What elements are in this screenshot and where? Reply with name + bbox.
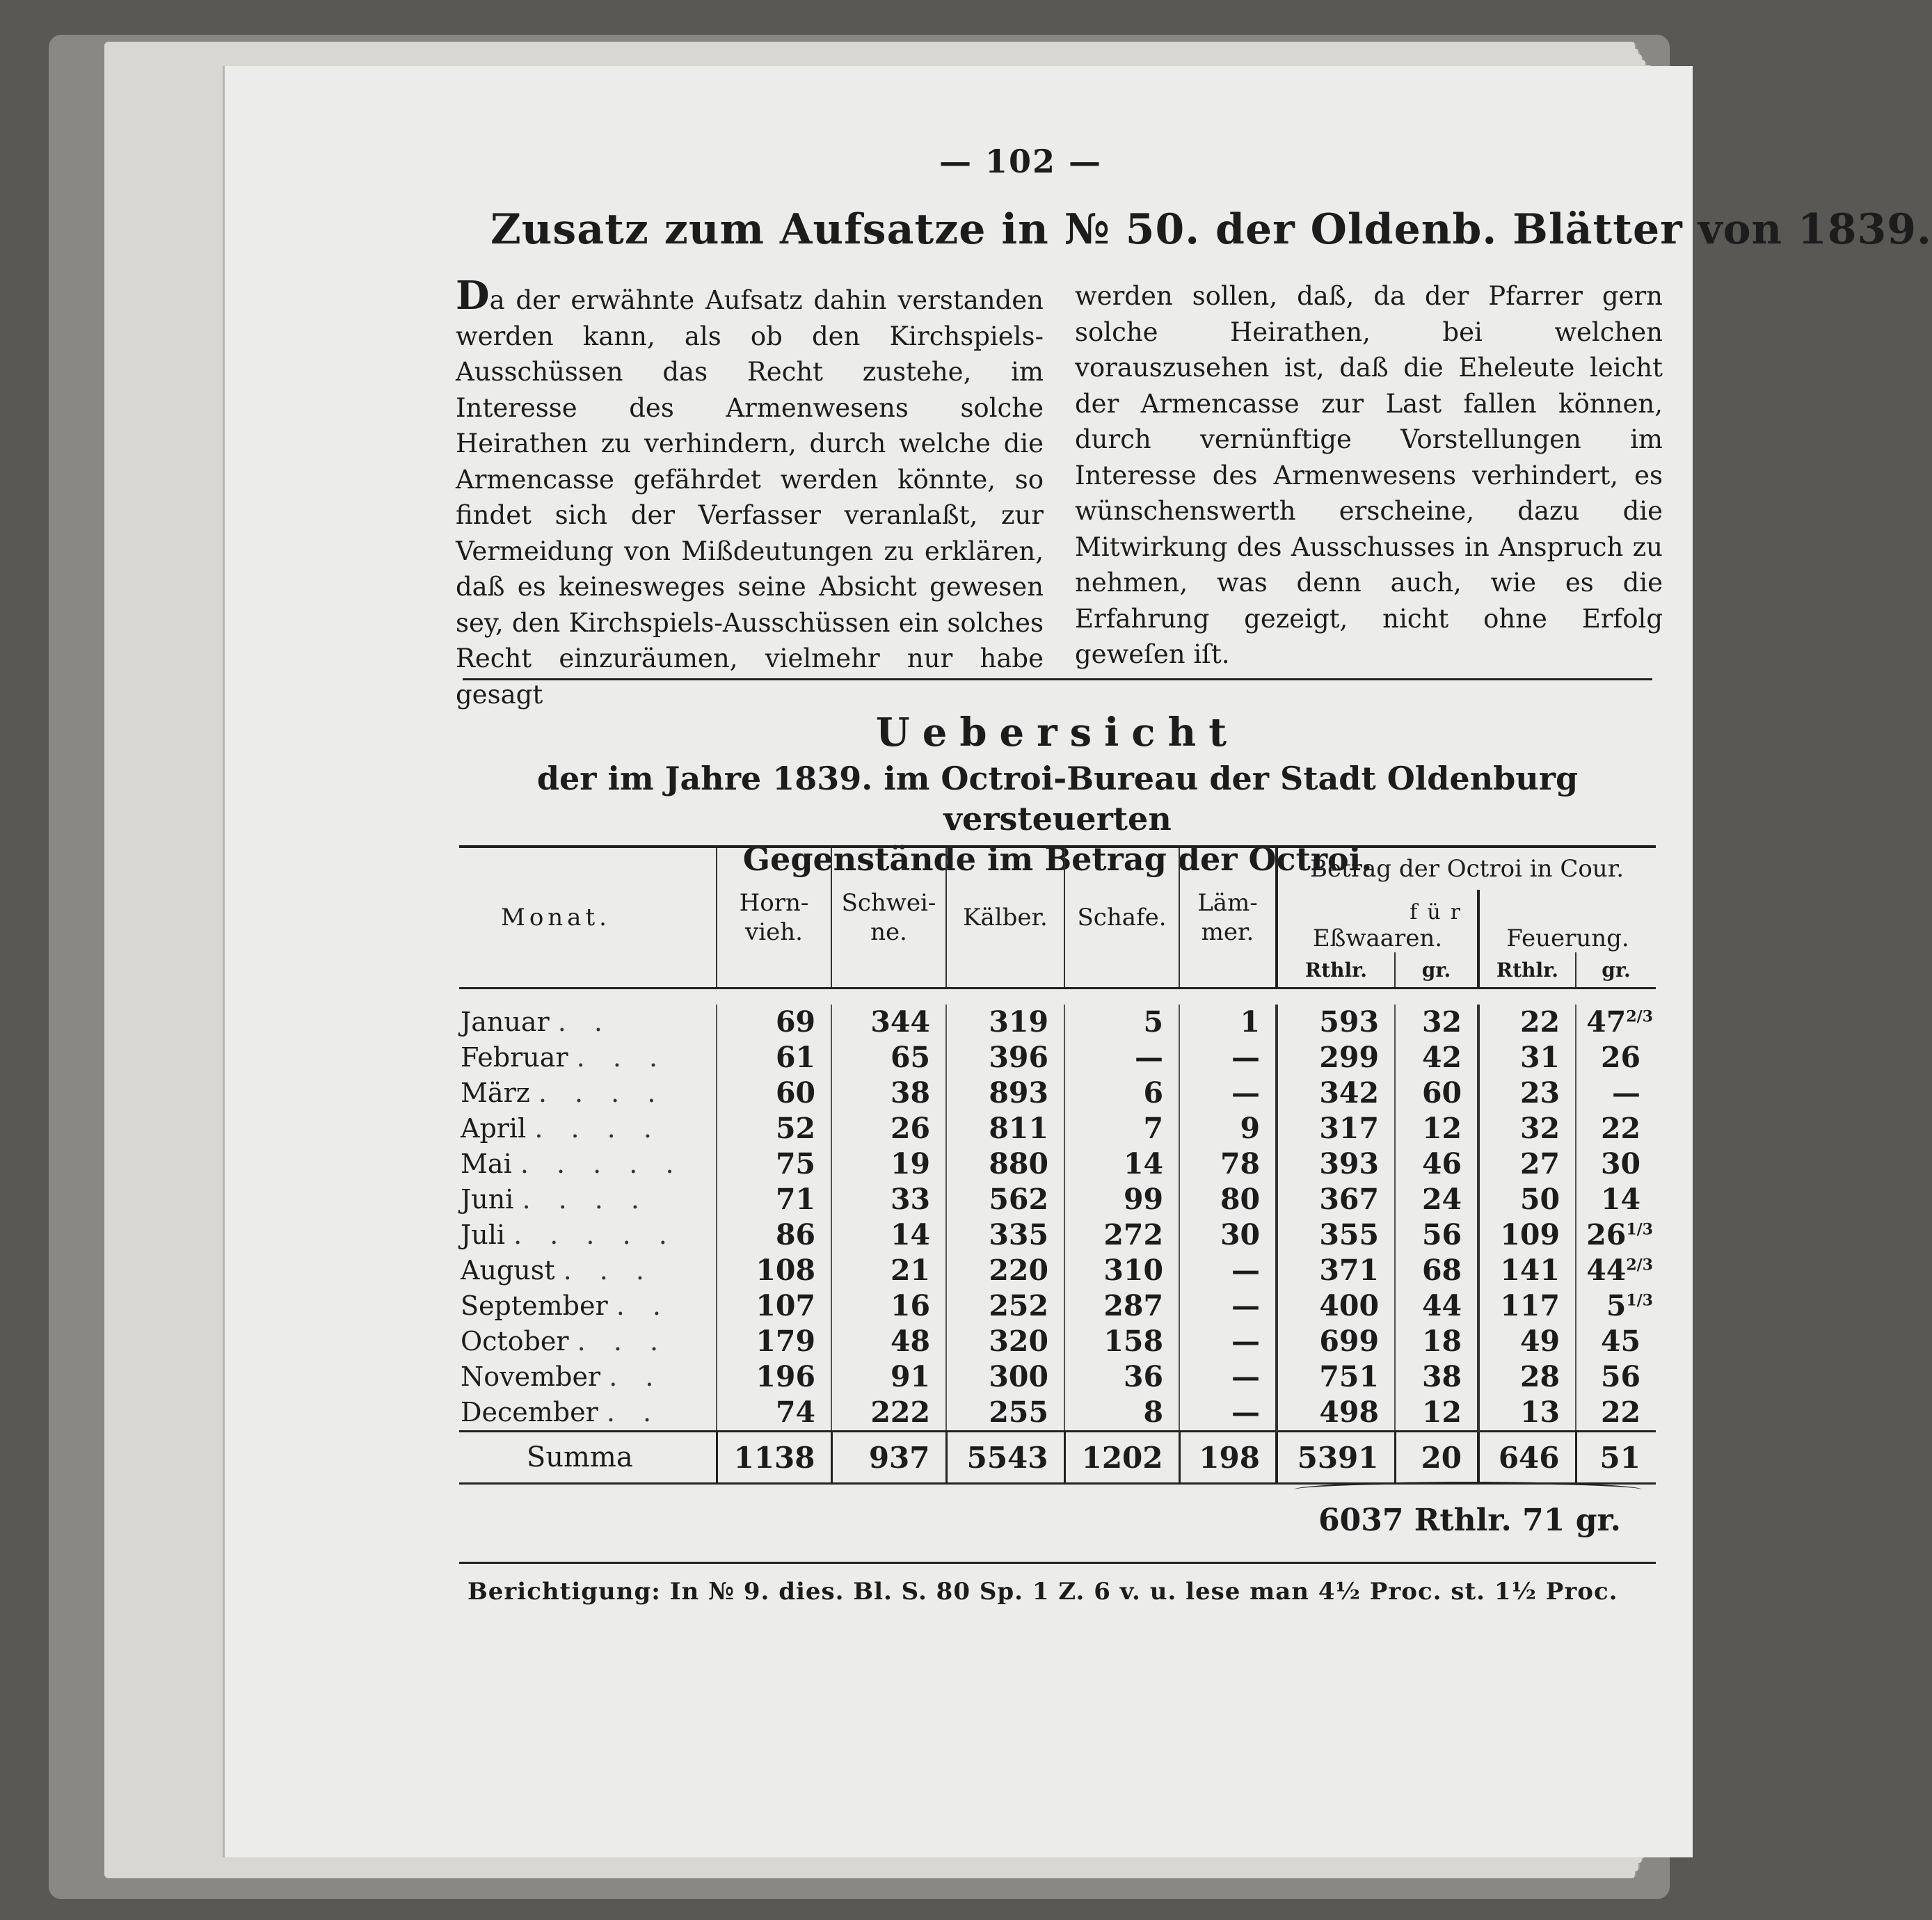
month-cell bbox=[459, 1182, 717, 1217]
article-column-right bbox=[1075, 278, 1663, 673]
cell-schw: 222 bbox=[831, 1395, 946, 1432]
page-number: — 102 — bbox=[939, 143, 1103, 180]
cell-e_rt: 355 bbox=[1277, 1217, 1395, 1253]
article-text-left: a der erwähnte Aufsatz dahin verstanden werden kann, als ob den Kirchspiels-Ausschüssen das Recht zustehe, im Interesse des Armenwesens solche Heirathen zu verhindern, durch welche die Armencasse gefährdet werden könnte, so findet sich der Verfasser veranlaßt, zur Vermeidung von Mißdeutungen zu erklären, daß es keinesweges seine Absicht gewesen sey, den Kirchspiels-Ausschüssen ein solches Recht einzuräumen, vielmehr nur habe gesagt bbox=[456, 285, 1044, 710]
cell-schw: 344 bbox=[831, 1005, 946, 1040]
table-row bbox=[459, 1253, 1656, 1288]
month-name: Januar bbox=[461, 1007, 550, 1037]
header-hornvieh: Horn- vieh. bbox=[717, 847, 831, 989]
table-row bbox=[459, 1217, 1656, 1253]
cell-value: 22 bbox=[1600, 1395, 1640, 1429]
cell-e_rt: 699 bbox=[1277, 1324, 1395, 1359]
cell-f_gr bbox=[1576, 1111, 1656, 1146]
cell-f_gr bbox=[1576, 1288, 1656, 1324]
month-cell bbox=[459, 1040, 717, 1075]
cell-f_gr bbox=[1576, 1217, 1656, 1253]
cell-f_rt: 32 bbox=[1478, 1111, 1576, 1146]
cell-horn: 196 bbox=[717, 1359, 831, 1395]
cell-lamm: 9 bbox=[1179, 1111, 1277, 1146]
cell-f_gr bbox=[1576, 1005, 1656, 1040]
leader-dots: . . . . . bbox=[513, 1219, 677, 1250]
month-cell bbox=[459, 1288, 717, 1324]
cell-e_gr: 18 bbox=[1395, 1324, 1478, 1359]
cell-value: 26 bbox=[1600, 1041, 1640, 1074]
leader-dots: . . . . . bbox=[520, 1149, 684, 1179]
cell-f_rt: 23 bbox=[1478, 1075, 1576, 1111]
summa-hornvieh: 1138 bbox=[717, 1432, 831, 1484]
month-name: August bbox=[461, 1255, 555, 1286]
summa-label: Summa bbox=[459, 1432, 717, 1484]
overview-subtitle-line: Gegenstände im Betrag der Octroi. bbox=[742, 840, 1373, 878]
header-feuerung-label: Feuerung. bbox=[1506, 925, 1629, 952]
table-row bbox=[459, 1075, 1656, 1111]
cell-horn: 74 bbox=[717, 1395, 831, 1432]
article-text-right: werden sollen, daß, da der Pfarrer gern solche Heirathen, bei welchen vorauszusehen ist, daß die Eheleute leicht der Armencasse zur Last fallen können, durch vernünftige Vorstellungen im Interesse des Armenwesens verhindert, es wünschenswerth erscheine, dazu die Mitwirkung des Ausschusses in Anspruch zu nehmen, was denn auch, wie es die Erfahrung gezeigt, nicht ohne Erfolg geweſen iſt. bbox=[1075, 281, 1663, 669]
month-name: April bbox=[461, 1113, 527, 1144]
header-schafe: Schafe. bbox=[1064, 847, 1179, 989]
table-body bbox=[459, 1005, 1656, 1432]
cell-e_rt: 371 bbox=[1277, 1253, 1395, 1288]
header-gr: gr. bbox=[1395, 952, 1478, 989]
cell-value: 14 bbox=[1600, 1183, 1640, 1216]
cell-value: — bbox=[1612, 1076, 1640, 1110]
cell-e_gr: 12 bbox=[1395, 1111, 1478, 1146]
cell-schaf: 14 bbox=[1064, 1146, 1179, 1182]
section-divider bbox=[463, 678, 1652, 680]
total-brace bbox=[1294, 1482, 1642, 1498]
cell-schaf: 272 bbox=[1064, 1217, 1179, 1253]
table-row bbox=[459, 1182, 1656, 1217]
fraction: 2/3 bbox=[1626, 1256, 1653, 1274]
cell-e_rt: 751 bbox=[1277, 1359, 1395, 1395]
month-name: November bbox=[461, 1361, 601, 1392]
month-cell bbox=[459, 1111, 717, 1146]
cell-lamm: 78 bbox=[1179, 1146, 1277, 1182]
month-cell bbox=[459, 1395, 717, 1432]
fraction: 1/3 bbox=[1626, 1220, 1653, 1239]
header-rthlr: Rthlr. bbox=[1478, 952, 1576, 989]
cell-schaf: 7 bbox=[1064, 1111, 1179, 1146]
month-name: März bbox=[461, 1078, 530, 1108]
month-name: Mai bbox=[461, 1149, 512, 1179]
header-fuer: für bbox=[1410, 900, 1470, 925]
cell-horn: 179 bbox=[717, 1324, 831, 1359]
cell-schw: 16 bbox=[831, 1288, 946, 1324]
cell-lamm: 1 bbox=[1179, 1005, 1277, 1040]
month-name: September bbox=[461, 1290, 608, 1321]
cell-f_rt: 28 bbox=[1478, 1359, 1576, 1395]
month-name: Juni bbox=[461, 1184, 514, 1215]
leader-dots: . . bbox=[616, 1290, 671, 1321]
cell-f_rt: 117 bbox=[1478, 1288, 1576, 1324]
cell-lamm: 80 bbox=[1179, 1182, 1277, 1217]
cell-e_gr: 44 bbox=[1395, 1288, 1478, 1324]
cell-f_rt: 50 bbox=[1478, 1182, 1576, 1217]
cell-e_gr: 68 bbox=[1395, 1253, 1478, 1288]
month-cell bbox=[459, 1217, 717, 1253]
cell-schw: 26 bbox=[831, 1111, 946, 1146]
cell-f_rt: 13 bbox=[1478, 1395, 1576, 1432]
grand-total: 6037 Rthlr. 71 gr. bbox=[1318, 1503, 1621, 1538]
cell-kalb: 220 bbox=[946, 1253, 1064, 1288]
overview-subtitle-line: der im Jahre 1839. im Octroi-Bureau der Stadt Oldenburg versteuerten bbox=[536, 760, 1579, 838]
header-rthlr: Rthlr. bbox=[1277, 952, 1395, 989]
leader-dots: . . . . bbox=[538, 1078, 666, 1108]
table-spacer bbox=[459, 989, 1656, 1005]
cell-lamm: — bbox=[1179, 1075, 1277, 1111]
month-cell bbox=[459, 1146, 717, 1182]
cell-horn: 75 bbox=[717, 1146, 831, 1182]
summa-esswaaren-gr: 20 bbox=[1395, 1432, 1478, 1484]
header-schweine: Schwei- ne. bbox=[831, 847, 946, 989]
cell-schw: 19 bbox=[831, 1146, 946, 1182]
cell-lamm: — bbox=[1179, 1040, 1277, 1075]
cell-e_gr: 12 bbox=[1395, 1395, 1478, 1432]
summa-row bbox=[459, 1432, 1656, 1484]
article-column-left bbox=[456, 273, 1044, 712]
cell-horn: 86 bbox=[717, 1217, 831, 1253]
footer-divider bbox=[459, 1562, 1656, 1564]
cell-e_gr: 46 bbox=[1395, 1146, 1478, 1182]
cell-schw: 38 bbox=[831, 1075, 946, 1111]
leader-dots: . . bbox=[606, 1397, 662, 1427]
cell-f_rt: 109 bbox=[1478, 1217, 1576, 1253]
cell-horn: 108 bbox=[717, 1253, 831, 1288]
header-laemmer: Läm- mer. bbox=[1179, 847, 1277, 989]
summa-schafe: 1202 bbox=[1064, 1432, 1179, 1484]
cell-value: 45 bbox=[1600, 1325, 1640, 1358]
month-name: Februar bbox=[461, 1042, 568, 1073]
cell-schaf: 5 bbox=[1064, 1005, 1179, 1040]
cell-horn: 52 bbox=[717, 1111, 831, 1146]
header-esswaaren-label: Eßwaaren. bbox=[1312, 925, 1443, 952]
overview-heading: Uebersicht bbox=[875, 710, 1240, 755]
fraction: 1/3 bbox=[1626, 1291, 1653, 1310]
header-betrag bbox=[1277, 847, 1656, 890]
cell-schw: 14 bbox=[831, 1217, 946, 1253]
cell-schaf: 6 bbox=[1064, 1075, 1179, 1111]
cell-e_gr: 56 bbox=[1395, 1217, 1478, 1253]
cell-f_gr bbox=[1576, 1395, 1656, 1432]
cell-f_rt: 141 bbox=[1478, 1253, 1576, 1288]
cell-e_rt: 299 bbox=[1277, 1040, 1395, 1075]
cell-kalb: 562 bbox=[946, 1182, 1064, 1217]
month-cell bbox=[459, 1359, 717, 1395]
cell-schw: 91 bbox=[831, 1359, 946, 1395]
cell-kalb: 319 bbox=[946, 1005, 1064, 1040]
cell-schw: 65 bbox=[831, 1040, 946, 1075]
cell-schaf: 36 bbox=[1064, 1359, 1179, 1395]
month-cell bbox=[459, 1253, 717, 1288]
cell-kalb: 880 bbox=[946, 1146, 1064, 1182]
cell-e_rt: 317 bbox=[1277, 1111, 1395, 1146]
cell-schaf: 8 bbox=[1064, 1395, 1179, 1432]
cell-f_gr bbox=[1576, 1253, 1656, 1288]
article-title: Zusatz zum Aufsatze in № 50. der Oldenb. Blätter von 1839. bbox=[490, 205, 1932, 254]
cell-kalb: 252 bbox=[946, 1288, 1064, 1324]
correction-note: Berichtigung: In № 9. dies. Bl. S. 80 Sp. 1 Z. 6 v. u. lese man 4½ Proc. st. 1½ Proc. bbox=[468, 1578, 1618, 1606]
summa-laemmer: 198 bbox=[1179, 1432, 1277, 1484]
cell-e_gr: 38 bbox=[1395, 1359, 1478, 1395]
cell-kalb: 811 bbox=[946, 1111, 1064, 1146]
header-betrag-title: Betrag der Octroi in Cour. bbox=[1309, 855, 1624, 883]
cell-e_rt: 400 bbox=[1277, 1288, 1395, 1324]
table-row bbox=[459, 1005, 1656, 1040]
summa-feuerung-gr: 51 bbox=[1576, 1432, 1656, 1484]
cell-schaf: — bbox=[1064, 1040, 1179, 1075]
header-esswaaren bbox=[1277, 890, 1478, 952]
cell-schw: 33 bbox=[831, 1182, 946, 1217]
leader-dots: . . . bbox=[576, 1042, 668, 1073]
month-cell bbox=[459, 1005, 717, 1040]
summa-schweine: 937 bbox=[831, 1432, 946, 1484]
cell-value: 26 bbox=[1586, 1218, 1627, 1251]
cell-horn: 71 bbox=[717, 1182, 831, 1217]
cell-f_gr bbox=[1576, 1146, 1656, 1182]
summa-esswaaren-rthlr: 5391 bbox=[1277, 1432, 1395, 1484]
cell-f_rt: 49 bbox=[1478, 1324, 1576, 1359]
cell-kalb: 320 bbox=[946, 1324, 1064, 1359]
cell-lamm: — bbox=[1179, 1395, 1277, 1432]
cell-lamm: 30 bbox=[1179, 1217, 1277, 1253]
cell-e_rt: 593 bbox=[1277, 1005, 1395, 1040]
header-monat: Monat. bbox=[459, 847, 717, 989]
cell-horn: 69 bbox=[717, 1005, 831, 1040]
header-gr: gr. bbox=[1576, 952, 1656, 989]
cell-e_gr: 24 bbox=[1395, 1182, 1478, 1217]
cell-horn: 60 bbox=[717, 1075, 831, 1111]
table-row bbox=[459, 1288, 1656, 1324]
leader-dots: . . . bbox=[563, 1255, 654, 1286]
cell-horn: 107 bbox=[717, 1288, 831, 1324]
cell-value: 5 bbox=[1606, 1289, 1627, 1322]
cell-schw: 21 bbox=[831, 1253, 946, 1288]
octroi-table bbox=[459, 845, 1656, 1485]
cell-f_rt: 22 bbox=[1478, 1005, 1576, 1040]
cell-lamm: — bbox=[1179, 1288, 1277, 1324]
cell-lamm: — bbox=[1179, 1253, 1277, 1288]
header-kaelber: Kälber. bbox=[946, 847, 1064, 989]
month-cell bbox=[459, 1324, 717, 1359]
cell-value: 56 bbox=[1600, 1360, 1640, 1393]
cell-kalb: 300 bbox=[946, 1359, 1064, 1395]
cell-f_gr bbox=[1576, 1324, 1656, 1359]
month-name: October bbox=[461, 1326, 569, 1357]
fraction: 2/3 bbox=[1626, 1007, 1653, 1026]
cell-e_rt: 498 bbox=[1277, 1395, 1395, 1432]
cell-kalb: 335 bbox=[946, 1217, 1064, 1253]
cell-f_gr bbox=[1576, 1040, 1656, 1075]
table-row bbox=[459, 1324, 1656, 1359]
cell-schaf: 158 bbox=[1064, 1324, 1179, 1359]
cell-value: 47 bbox=[1586, 1005, 1627, 1039]
cell-value: 44 bbox=[1586, 1254, 1627, 1287]
drop-initial: D bbox=[456, 273, 490, 319]
cell-e_rt: 393 bbox=[1277, 1146, 1395, 1182]
month-name: Juli bbox=[461, 1219, 506, 1250]
cell-f_gr bbox=[1576, 1359, 1656, 1395]
table-row bbox=[459, 1395, 1656, 1432]
leader-dots: . . bbox=[557, 1007, 612, 1037]
cell-kalb: 255 bbox=[946, 1395, 1064, 1432]
cell-e_rt: 342 bbox=[1277, 1075, 1395, 1111]
cell-f_rt: 31 bbox=[1478, 1040, 1576, 1075]
leader-dots: . . . bbox=[577, 1326, 669, 1357]
cell-horn: 61 bbox=[717, 1040, 831, 1075]
leader-dots: . . . . bbox=[534, 1113, 662, 1144]
cell-schw: 48 bbox=[831, 1324, 946, 1359]
summa-kaelber: 5543 bbox=[946, 1432, 1064, 1484]
cell-kalb: 396 bbox=[946, 1040, 1064, 1075]
leader-dots: . . . . bbox=[522, 1184, 649, 1215]
cell-e_gr: 42 bbox=[1395, 1040, 1478, 1075]
month-name: December bbox=[461, 1397, 598, 1427]
cell-lamm: — bbox=[1179, 1359, 1277, 1395]
summa-feuerung-rthlr: 646 bbox=[1478, 1432, 1576, 1484]
cell-f_gr bbox=[1576, 1182, 1656, 1217]
cell-schaf: 99 bbox=[1064, 1182, 1179, 1217]
table-row bbox=[459, 1146, 1656, 1182]
leader-dots: . . bbox=[609, 1361, 664, 1392]
cell-value: 30 bbox=[1600, 1147, 1640, 1181]
cell-e_gr: 60 bbox=[1395, 1075, 1478, 1111]
cell-f_gr bbox=[1576, 1075, 1656, 1111]
cell-kalb: 893 bbox=[946, 1075, 1064, 1111]
cell-e_gr: 32 bbox=[1395, 1005, 1478, 1040]
cell-schaf: 310 bbox=[1064, 1253, 1179, 1288]
table-row bbox=[459, 1111, 1656, 1146]
table-row bbox=[459, 1359, 1656, 1395]
cell-e_rt: 367 bbox=[1277, 1182, 1395, 1217]
table-row bbox=[459, 1040, 1656, 1075]
cell-value: 22 bbox=[1600, 1112, 1640, 1145]
month-cell bbox=[459, 1075, 717, 1111]
cell-schaf: 287 bbox=[1064, 1288, 1179, 1324]
cell-lamm: — bbox=[1179, 1324, 1277, 1359]
header-feuerung bbox=[1478, 890, 1656, 952]
cell-f_rt: 27 bbox=[1478, 1146, 1576, 1182]
